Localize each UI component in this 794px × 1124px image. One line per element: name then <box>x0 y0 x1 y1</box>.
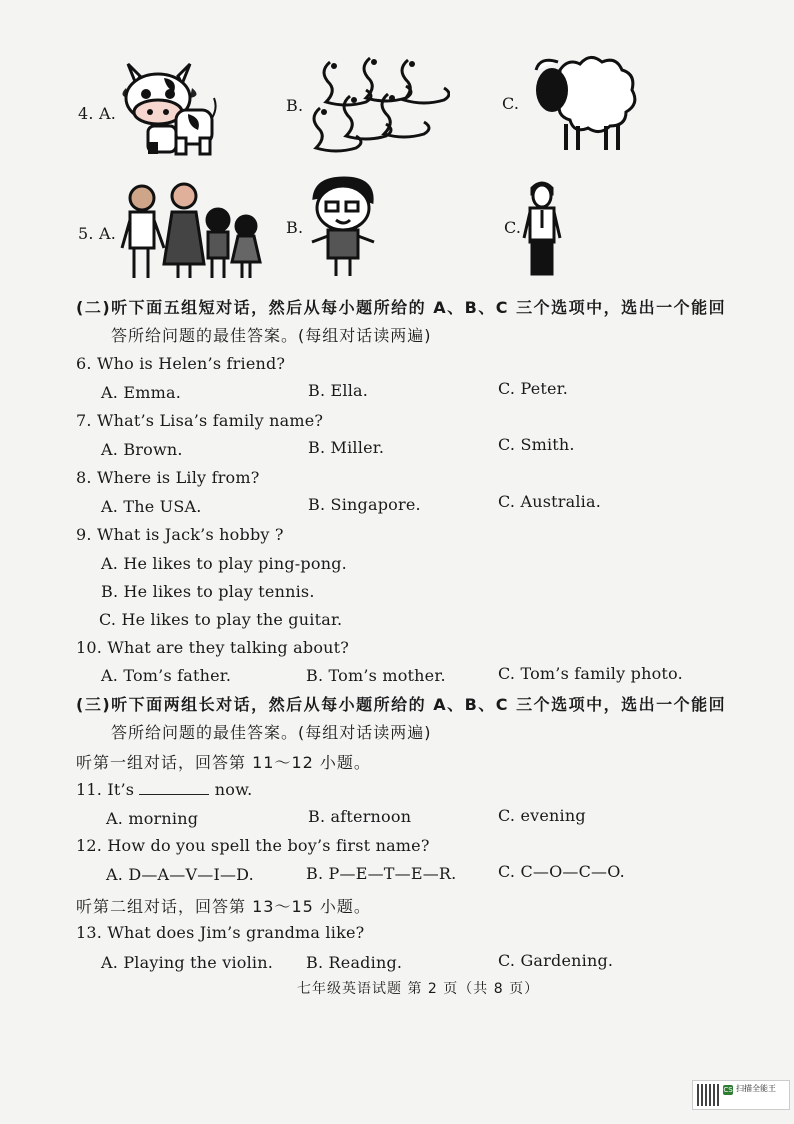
q13-question: 13. What does Jim’s grandma like? <box>76 923 365 942</box>
section3-line1: (三)听下面两组长对话，然后从每小题所给的 A、B、C 三个选项中，选出一个能回 <box>76 695 727 714</box>
section2-line1: (二)听下面五组短对话，然后从每小题所给的 A、B、C 三个选项中，选出一个能回 <box>76 298 727 317</box>
q8-question: 8. Where is Lily from? <box>76 468 260 487</box>
q11-blank <box>139 780 209 795</box>
q10-option-a: A. Tom’s father. <box>101 666 232 685</box>
family-picture <box>120 180 270 280</box>
qr-code-icon <box>697 1084 719 1106</box>
q7-option-a: A. Brown. <box>101 440 183 459</box>
q12-option-a: A. D—A—V—I—D. <box>106 865 254 884</box>
q11-option-c: C. evening <box>498 806 586 825</box>
q5-b-label: B. <box>286 218 304 237</box>
q9-option-b: B. He likes to play tennis. <box>101 582 315 601</box>
q11-suffix: now. <box>214 780 253 799</box>
q7-option-b: B. Miller. <box>308 438 385 457</box>
sheep-picture <box>530 50 640 154</box>
section3-group2: 听第二组对话，回答第 13～15 小题。 <box>76 897 371 916</box>
cow-picture <box>118 58 218 158</box>
q13-option-c: C. Gardening. <box>498 951 614 970</box>
q11-option-b: B. afternoon <box>308 807 412 826</box>
q9-option-a: A. He likes to play ping-pong. <box>101 554 347 573</box>
q6-option-a: A. Emma. <box>101 383 181 402</box>
q5-c-label: C. <box>504 218 522 237</box>
q8-option-a: A. The USA. <box>101 497 202 516</box>
q6-question: 6. Who is Helen’s friend? <box>76 354 286 373</box>
section2-line2: 答所给问题的最佳答案。(每组对话读两遍) <box>111 326 432 345</box>
q8-option-c: C. Australia. <box>498 492 601 511</box>
scanner-watermark <box>692 1080 790 1110</box>
q10-question: 10. What are they talking about? <box>76 638 350 657</box>
q10-option-b: B. Tom’s mother. <box>306 666 446 685</box>
q4-b-label: B. <box>286 96 304 115</box>
section3-group1: 听第一组对话，回答第 11～12 小题。 <box>76 753 371 772</box>
q5-label: 5. A. <box>78 224 116 243</box>
boy-picture <box>306 176 380 278</box>
swans-picture <box>300 52 450 156</box>
q11-option-a: A. morning <box>106 809 199 828</box>
q12-option-b: B. P—E—T—E—R. <box>306 864 457 883</box>
q4-c-label: C. <box>502 94 520 113</box>
page-footer: 七年级英语试题 第 2 页（共 8 页） <box>297 981 540 997</box>
q12-question: 12. How do you spell the boy’s first name? <box>76 836 430 855</box>
q10-option-c: C. Tom’s family photo. <box>498 664 683 683</box>
q9-option-c: C. He likes to play the guitar. <box>99 610 343 629</box>
q4-label: 4. A. <box>78 104 116 123</box>
q7-option-c: C. Smith. <box>498 435 575 454</box>
q13-option-a: A. Playing the violin. <box>101 953 274 972</box>
q8-option-b: B. Singapore. <box>308 495 421 514</box>
q11-prefix: 11. It’s <box>76 780 135 799</box>
man-picture <box>522 178 562 278</box>
q6-option-b: B. Ella. <box>308 381 369 400</box>
scanner-brand: 扫描全能王 <box>736 1084 776 1093</box>
section3-line2: 答所给问题的最佳答案。(每组对话读两遍) <box>111 723 432 742</box>
q9-question: 9. What is Jack’s hobby ? <box>76 525 284 544</box>
q13-option-b: B. Reading. <box>306 953 403 972</box>
q11-question <box>76 780 252 799</box>
q6-option-c: C. Peter. <box>498 379 569 398</box>
cs-logo-icon: CS <box>723 1086 733 1094</box>
q7-question: 7. What’s Lisa’s family name? <box>76 411 324 430</box>
q12-option-c: C. C—O—C—O. <box>498 862 625 881</box>
